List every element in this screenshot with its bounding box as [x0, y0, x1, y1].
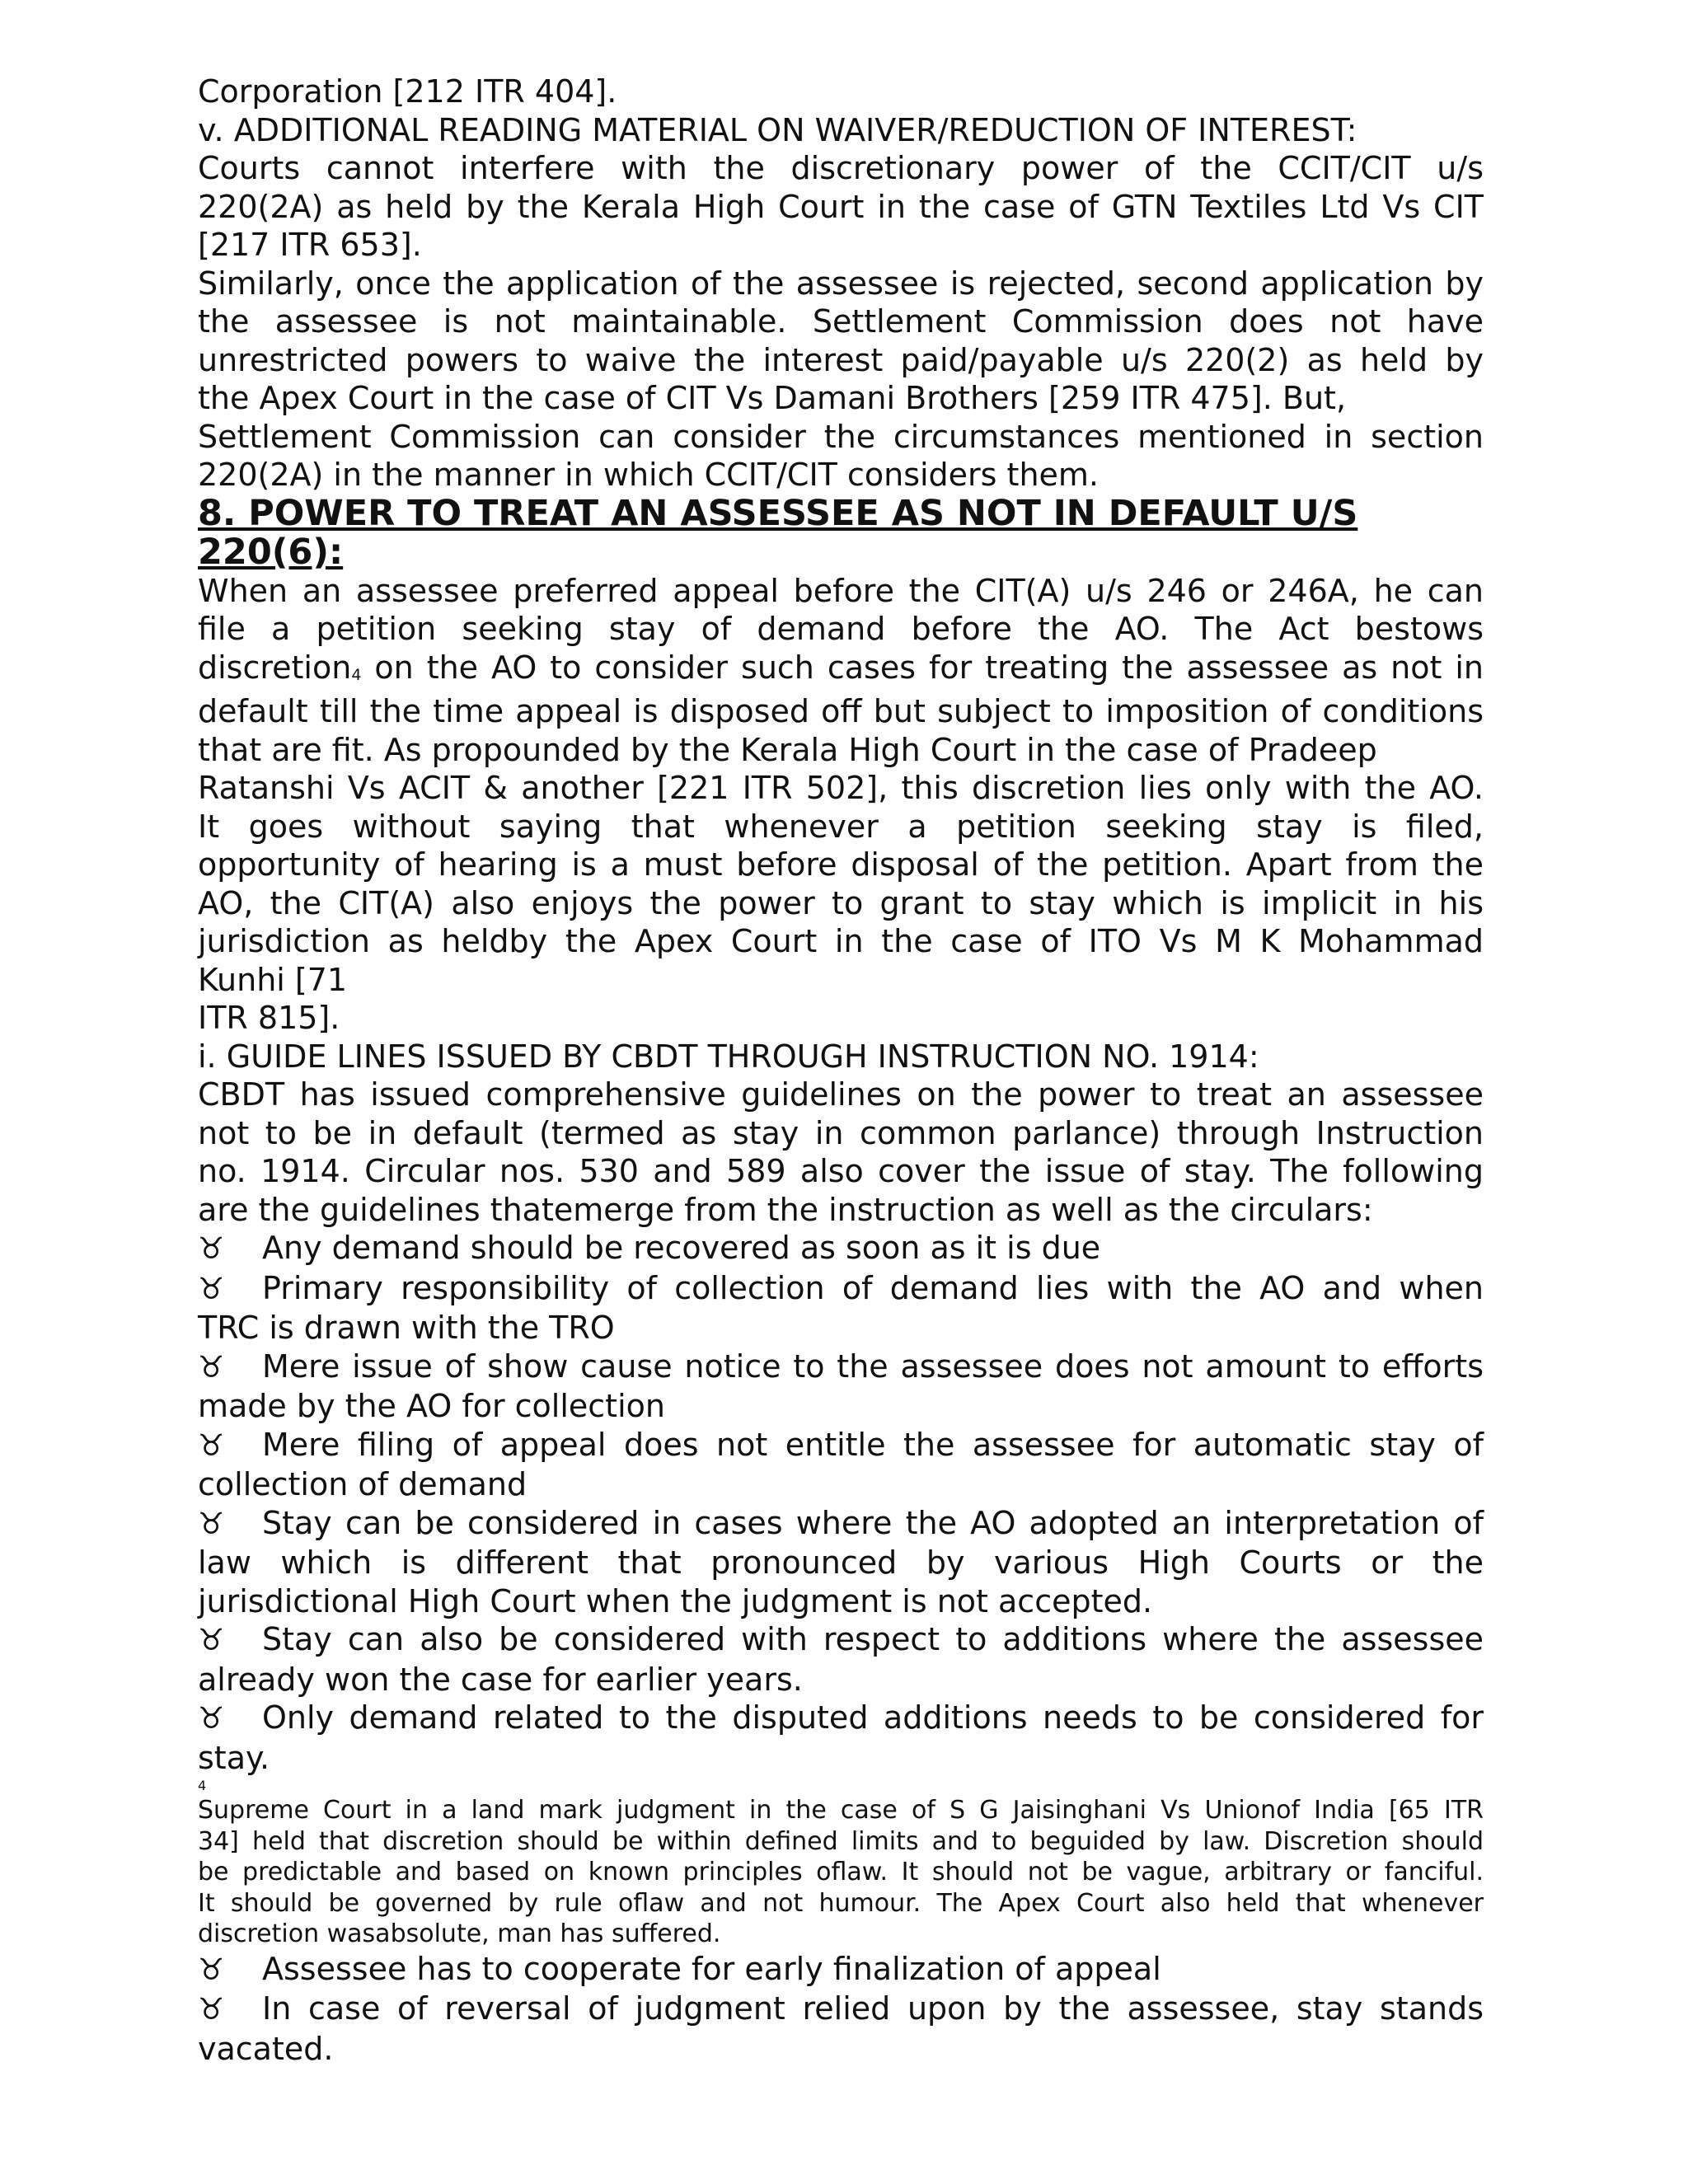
text-line: that are fit. As propounded by the Kerala High Court in the case of Pradeep: [198, 731, 1377, 768]
text-line: 220(2A) in the manner in which CCIT/CIT considers them.: [198, 457, 1100, 493]
footnote-marker: 4: [198, 1778, 207, 1793]
list-item-text: Stay can be considered in cases where the AO adopted an interpretation of: [262, 1504, 1484, 1541]
footnote-line: 34] held that discretion should be within defined limits and to beguided by law. Discretion should: [198, 1826, 1484, 1856]
text-span: on the AO to consider such cases for treating the assessee as not in: [361, 649, 1484, 686]
section-heading: 220(6):: [198, 531, 344, 573]
text-line: Settlement Commission can consider the circumstances mentioned in section: [198, 418, 1484, 455]
text-line: file a petition seeking stay of demand before the AO. The Act bestows: [198, 611, 1484, 647]
footnote-line: It should be governed by rule oflaw and not humour. The Apex Court also held that whenever: [198, 1888, 1484, 1918]
taurus-bullet-icon: ♉: [198, 1232, 225, 1266]
text-line: opportunity of hearing is a must before disposal of the petition. Apart from the: [198, 846, 1484, 883]
list-item-continuation: jurisdictional High Court when the judgment is not accepted.: [198, 1582, 1153, 1619]
text-line: Ratanshi Vs ACIT & another [221 ITR 502], this discretion lies only with the AO.: [198, 770, 1484, 806]
list-item: [198, 1269, 1484, 1310]
list-item-continuation: collection of demand: [198, 1466, 528, 1502]
list-item-text: Assessee has to cooperate for early finalization of appeal: [262, 1950, 1161, 1987]
text-line: Kunhi [71: [198, 961, 348, 998]
list-item-continuation: stay.: [198, 1739, 270, 1776]
footnote-line: Supreme Court in a land mark judgment in the case of S G Jaisinghani Vs Unionof India [65 ITR: [198, 1796, 1484, 1825]
text-line: 220(2A) as held by the Kerala High Court in the case of GTN Textiles Ltd Vs CIT: [198, 188, 1484, 225]
taurus-bullet-icon: ♉: [198, 1428, 225, 1463]
taurus-bullet-icon: ♉: [198, 1350, 225, 1385]
list-item: [198, 1347, 1484, 1388]
list-item-continuation: already won the case for earlier years.: [198, 1661, 803, 1698]
subheading-waiver: v. ADDITIONAL READING MATERIAL ON WAIVER/REDUCTION OF INTEREST:: [198, 111, 1357, 148]
list-item-text: Stay can also be considered with respect to additions where the assessee: [262, 1621, 1484, 1657]
list-item-continuation: made by the AO for collection: [198, 1388, 665, 1424]
list-item: [198, 1699, 1484, 1739]
text-span: discretion: [198, 649, 352, 686]
taurus-bullet-icon: ♉: [198, 1624, 225, 1657]
text-line: [217 ITR 653].: [198, 227, 422, 263]
taurus-bullet-icon: ♉: [198, 1993, 225, 2027]
text-line: When an assessee preferred appeal before the CIT(A) u/s 246 or 246A, he can: [198, 572, 1484, 609]
list-item: [198, 1504, 1484, 1544]
text-line: Courts cannot interfere with the discretionary power of the CCIT/CIT u/s: [198, 150, 1484, 186]
list-item-text: Primary responsibility of collection of demand lies with the AO and when: [262, 1269, 1484, 1306]
list-item-text: Only demand related to the disputed additions needs to be considered for: [262, 1699, 1484, 1736]
text-line: the Apex Court in the case of CIT Vs Damani Brothers [259 ITR 475]. But,: [198, 380, 1347, 416]
text-line: AO, the CIT(A) also enjoys the power to grant to stay which is implicit in his: [198, 884, 1484, 921]
list-item: [198, 1229, 1484, 1269]
text-line: [198, 649, 1484, 693]
text-line: the assessee is not maintainable. Settlement Commission does not have: [198, 303, 1484, 340]
text-line: unrestricted powers to waive the interest paid/payable u/s 220(2) as held by: [198, 341, 1484, 378]
subheading-guidelines: i. GUIDE LINES ISSUED BY CBDT THROUGH INSTRUCTION NO. 1914:: [198, 1038, 1259, 1075]
list-item-continuation: TRC is drawn with the TRO: [198, 1310, 615, 1346]
list-item: [198, 1990, 1484, 2030]
list-item-text: Mere filing of appeal does not entitle the assessee for automatic stay of: [262, 1426, 1484, 1463]
list-item-continuation: law which is different that pronounced by various High Courts or the: [198, 1544, 1484, 1581]
taurus-bullet-icon: ♉: [198, 1272, 225, 1306]
list-item: [198, 1950, 1484, 1990]
footnote-line: be predictable and based on known principles oflaw. It should not be vague, arbitrary or fanciful.: [198, 1858, 1484, 1886]
list-item-text: Any demand should be recovered as soon as it is due: [262, 1230, 1101, 1266]
text-line: not to be in default (termed as stay in common parlance) through Instruction: [198, 1114, 1484, 1151]
text-line: default till the time appeal is disposed off but subject to imposition of conditions: [198, 693, 1484, 729]
section-heading: 8. POWER TO TREAT AN ASSESSEE AS NOT IN DEFAULT U/S: [198, 492, 1358, 534]
footnote-line: discretion wasabsolute, man has suffered.: [198, 1919, 721, 1948]
list-item: [198, 1426, 1484, 1466]
list-item-text: In case of reversal of judgment relied upon by the assessee, stay stands: [262, 1990, 1484, 2027]
text-line: Corporation [212 ITR 404].: [198, 73, 617, 110]
list-item-text: Mere issue of show cause notice to the assessee does not amount to efforts: [262, 1347, 1484, 1385]
taurus-bullet-icon: ♉: [198, 1507, 225, 1541]
text-line: ITR 815].: [198, 1000, 340, 1036]
text-line: no. 1914. Circular nos. 530 and 589 also cover the issue of stay. The following: [198, 1153, 1484, 1189]
text-line: are the guidelines thatemerge from the instruction as well as the circulars:: [198, 1191, 1373, 1228]
text-line: jurisdiction as heldby the Apex Court in the case of ITO Vs M K Mohammad: [198, 923, 1484, 959]
text-line: It goes without saying that whenever a petition seeking stay is filed,: [198, 808, 1484, 845]
list-item: [198, 1620, 1484, 1661]
footnote-reference[interactable]: 4: [351, 665, 362, 684]
taurus-bullet-icon: ♉: [198, 1952, 225, 1987]
text-line: CBDT has issued comprehensive guidelines on the power to treat an assessee: [198, 1076, 1484, 1113]
taurus-bullet-icon: ♉: [198, 1702, 225, 1736]
text-line: Similarly, once the application of the assessee is rejected, second application by: [198, 265, 1484, 302]
document-page: [198, 73, 1484, 2068]
list-item-continuation: vacated.: [198, 2030, 334, 2067]
